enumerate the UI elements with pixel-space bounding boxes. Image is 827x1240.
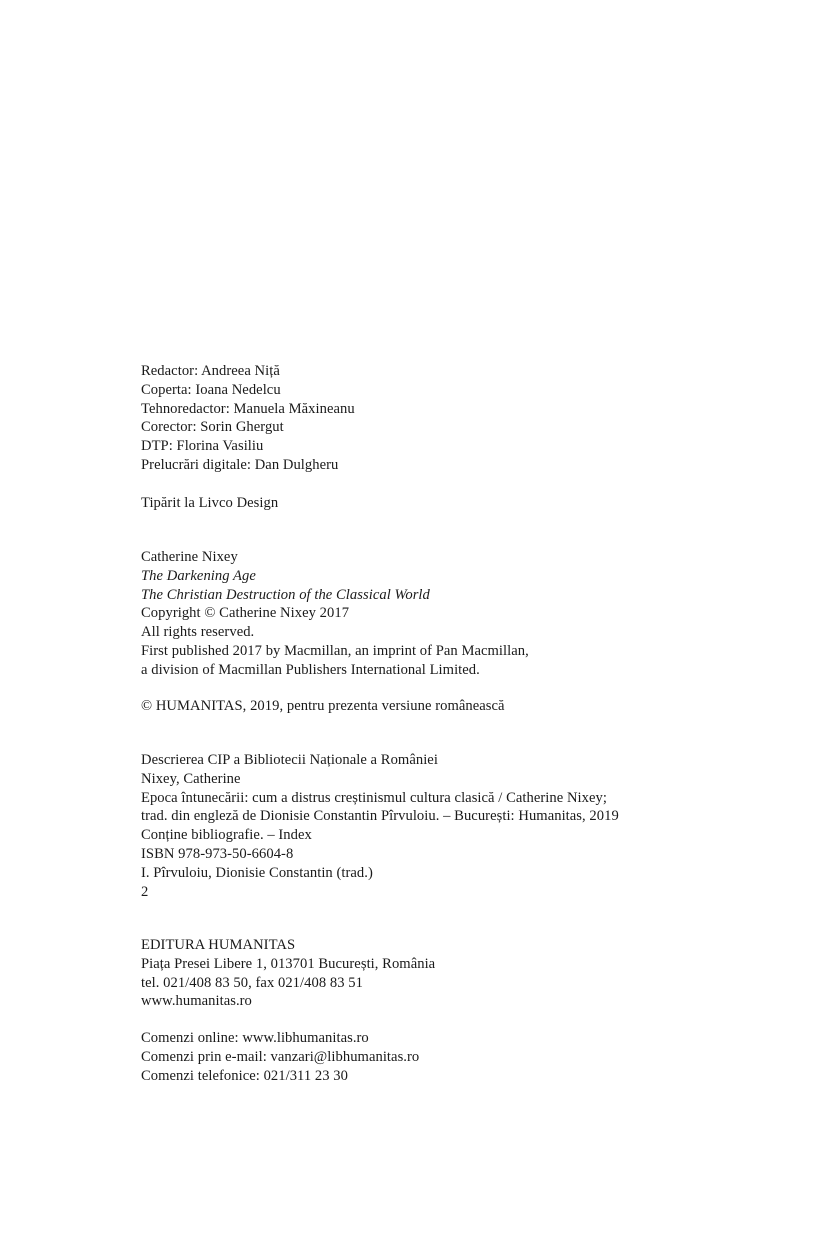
- original-published-line-2: a division of Macmillan Publishers International Limited.: [141, 661, 480, 678]
- cip-entry-line-1: Epoca întunecării: cum a distrus creștinismul cultura clasică / Catherine Nixey;: [141, 789, 607, 806]
- publisher-phone: tel. 021/408 83 50, fax 021/408 83 51: [141, 974, 363, 991]
- original-subtitle: The Christian Destruction of the Classical World: [141, 586, 430, 603]
- original-edition-info: [141, 548, 781, 680]
- original-author: Catherine Nixey: [141, 549, 238, 565]
- credit-cover: Coperta: Ioana Nedelcu: [141, 381, 281, 398]
- publisher-address: Piața Presei Libere 1, 013701 București, România: [141, 955, 436, 972]
- credit-dtp: DTP: Florina Vasiliu: [141, 438, 264, 455]
- printer-info: [141, 494, 781, 513]
- cip-heading: Descrierea CIP a Bibliotecii Naționale a României: [141, 752, 438, 768]
- credit-digital-processing: Prelucrări digitale: Dan Dulgheru: [141, 456, 339, 473]
- editorial-credits: [141, 362, 781, 475]
- publisher-info: [141, 936, 781, 1011]
- publisher-website: www.humanitas.ro: [141, 993, 252, 1010]
- credit-proofreader: Corector: Sorin Ghergut: [141, 419, 284, 436]
- cip-contents: Conține bibliografie. – Index: [141, 827, 312, 844]
- cip-isbn: ISBN 978-973-50-6604-8: [141, 845, 294, 862]
- original-rights: All rights reserved.: [141, 624, 255, 641]
- printer-line: Tipărit la Livco Design: [141, 495, 279, 511]
- orders-online: Comenzi online: www.libhumanitas.ro: [141, 1030, 369, 1046]
- cip-classification: 2: [141, 883, 149, 900]
- orders-email: Comenzi prin e-mail: vanzari@libhumanitas.ro: [141, 1048, 420, 1065]
- original-published-line-1: First published 2017 by Macmillan, an imprint of Pan Macmillan,: [141, 642, 529, 659]
- cip-translator: I. Pîrvuloiu, Dionisie Constantin (trad.): [141, 864, 373, 881]
- orders-phone: Comenzi telefonice: 021/311 23 30: [141, 1067, 348, 1084]
- credit-typesetter: Tehnoredactor: Manuela Măxineanu: [141, 400, 355, 417]
- original-title: The Darkening Age: [141, 567, 256, 584]
- cip-author: Nixey, Catherine: [141, 770, 241, 787]
- order-contacts: [141, 1029, 781, 1085]
- cip-entry-line-2: trad. din engleză de Dionisie Constantin Pîrvuloiu. – București: Humanitas, 2019: [141, 808, 619, 825]
- credit-editor: Redactor: Andreea Niță: [141, 363, 280, 379]
- romanian-copyright-line: © HUMANITAS, 2019, pentru prezenta versiune românească: [141, 698, 505, 714]
- romanian-copyright: [141, 697, 781, 716]
- publisher-name: EDITURA HUMANITAS: [141, 937, 296, 953]
- cip-record: [141, 751, 781, 901]
- original-copyright: Copyright © Catherine Nixey 2017: [141, 605, 350, 622]
